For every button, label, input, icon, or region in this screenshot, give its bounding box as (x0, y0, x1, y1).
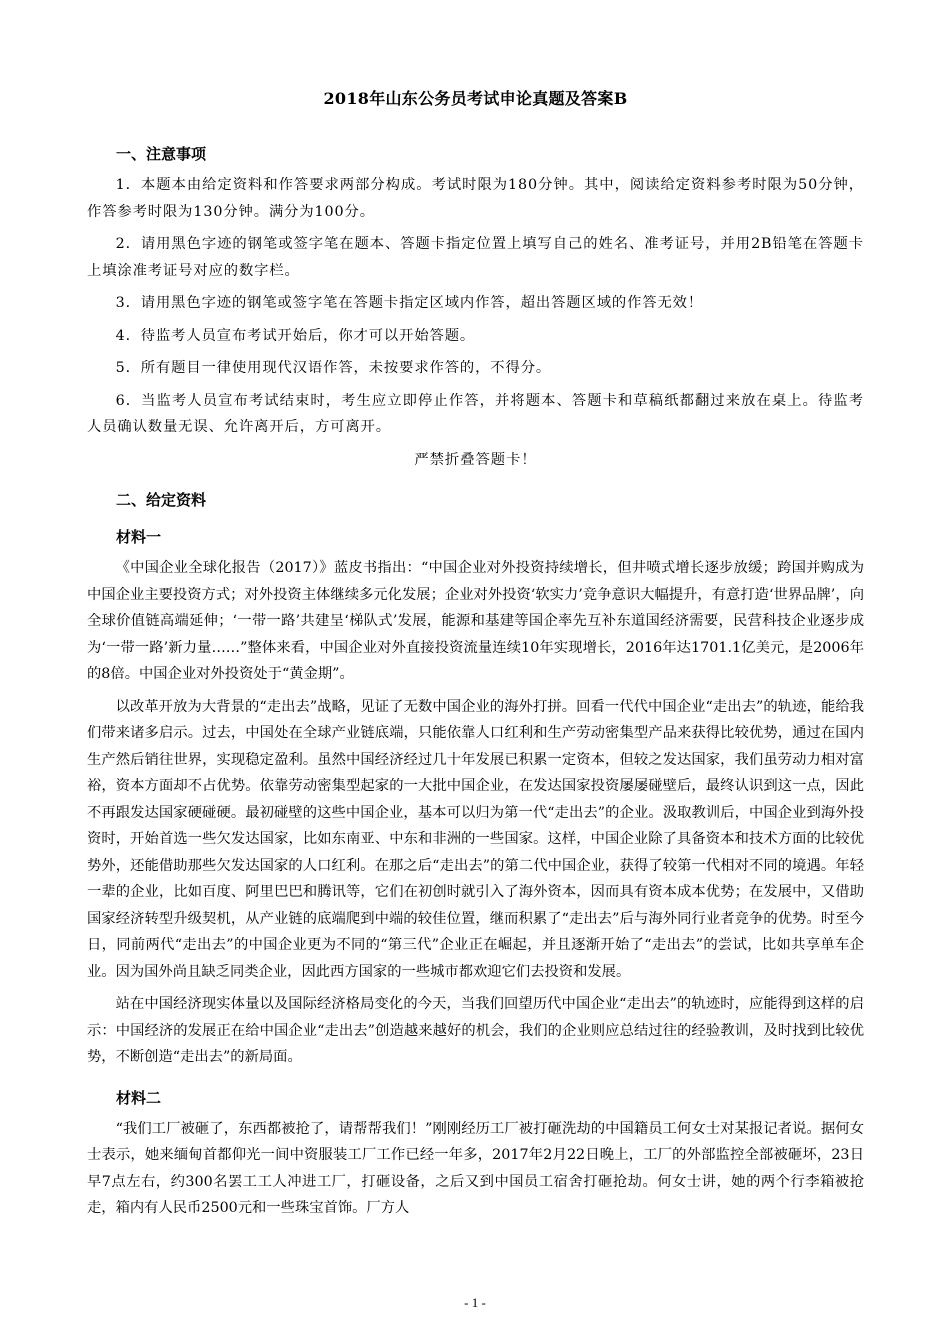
note-item: 4．待监考人员宣布考试开始后，你才可以开始答题。 (115, 327, 476, 344)
material-paragraph: 以改革开放为大背景的“走出去”战略，见证了无数中国企业的海外打拼。回看一代代中国企业“走出去”的轨迹，能给我们带来诸多启示。过去，中国处在全球产业链底端，只能依靠人口红利和生产劳动密集型产品来获得比较优势，通过在国内生产然后销往世界，实现稳定盈利。虽然中国经济经过几十年发展已积累一定资本，但较之发达国家，我们虽劳动力相对富裕，资本方面却不占优势。依靠劳动密集型起家的一大批中国企业，在发达国家投资屡屡碰壁后，最终认识到这一点，因此不再跟发达国家硬碰硬。最初碰壁的这些中国企业，基本可以归为第一代“走出去”的企业。汲取教训后，中国企业到海外投资时，开始首选一些欠发达国家，比如东南亚、中东和非洲的一些国家。这样，中国企业除了具备资本和技术方面的比较优势外，还能借助那些欠发达国家的人口红利。在那之后“走出去”的第二代中国企业，获得了较第一代相对不同的境遇。年轻一辈的企业，比如百度、阿里巴巴和腾讯等，它们在初创时就引入了海外资本，因而具有资本成本优势；在发展中，又借助国家经济转型升级契机，从产业链的底端爬到中端的较佳位置，继而积累了“走出去”后与海外同行业者竞争的优势。时至今日，同前两代“走出去”的中国企业更为不同的“第三代”企业正在崛起，并且逐渐开始了“走出去”的尝试，比如共享单车企业。因为国外尚且缺乏同类企业，因此西方国家的一些城市都欢迎它们去投资和发展。 (87, 698, 864, 980)
note-item: 6．当监考人员宣布考试结束时，考生应立即停止作答，并将题本、答题卡和草稿纸都翻过来放在桌上。待监考人员确认数量无误、允许离开后，方可离开。 (87, 392, 864, 435)
warning-text: 严禁折叠答题卡！ (414, 451, 537, 468)
material-paragraph: 《中国企业全球化报告（2017）》蓝皮书指出：“中国企业对外投资持续增长，但井喷式增长逐步放缓；跨国并购成为中国企业主要投资方式；对外投资主体继续多元化发展；企业对外投资‘软实力’竞争意识大幅提升，有意打造‘世界品牌’，向全球价值链高端延伸；‘一带一路’共建呈‘梯队式’发展，能源和基建等国企率先互补东道国经济需要，民营科技企业逐步成为‘一带一路’新力量……”整体来看，中国企业对外直接投资流量连续10年实现增长，2016年达1701.1亿美元，是2006年的8倍。中国企业对外投资处于“黄金期”。 (87, 560, 864, 682)
material-paragraph: 站在中国经济现实体量以及国际经济格局变化的今天，当我们回望历代中国企业“走出去”的轨迹时，应能得到这样的启示：中国经济的发展正在给中国企业“走出去”创造越来越好的机会，我们的企业则应总结过往的经验教训，及时找到比较优势，不断创造“走出去”的新局面。 (87, 996, 864, 1065)
material-heading: 材料二 (116, 1088, 162, 1107)
material-paragraph: “我们工厂被砸了，东西都被抢了，请帮帮我们！”刚刚经历工厂被打砸洗劫的中国籍员工何女士对某报记者说。据何女士表示，她来缅甸首都仰光一间中资服装工厂工作已经一年多，2017年2月22日晚上，工厂的外部监控全部被砸坏，23日早7点左右，约300名罢工工人冲进工厂，打砸设备，之后又到中国员工宿舍打砸抢劫。何女士讲，她的两个行李箱被抢走，箱内有人民币2500元和一些珠宝首饰。厂方人 (87, 1120, 864, 1216)
page-number: - 1 - (464, 1295, 486, 1310)
note-item: 1．本题本由给定资料和作答要求两部分构成。考试时限为180分钟。其中，阅读给定资料参考时限为50分钟，作答参考时限为130分钟。满分为100分。 (87, 177, 864, 220)
document-page (87, 86, 864, 1228)
note-item: 5．所有题目一律使用现代汉语作答，未按要求作答的，不得分。 (115, 360, 552, 376)
note-item: 3．请用黑色字迹的钢笔或签字笔在答题卡指定区域内作答，超出答题区域的作答无效！ (115, 295, 704, 311)
note-item: 2．请用黑色字迹的钢笔或签字笔在题本、答题卡指定位置上填写自己的姓名、准考证号，并用2B铅笔在答题卡上填涂准考证号对应的数字栏。 (87, 236, 864, 279)
section-heading-notes: 一、注意事项 (116, 145, 207, 163)
section-heading-materials: 二、给定资料 (116, 491, 207, 509)
document-title: 2018年山东公务员考试申论真题及答案B (323, 89, 628, 108)
material-heading: 材料一 (116, 528, 162, 546)
